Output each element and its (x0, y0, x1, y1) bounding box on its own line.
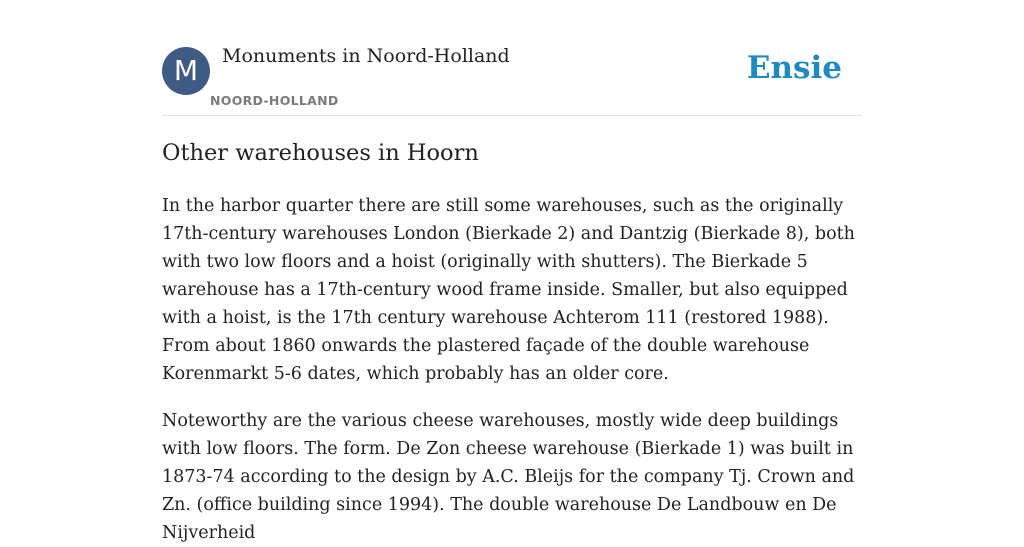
brand-logo[interactable]: Ensie (746, 50, 842, 86)
page-container (162, 0, 862, 543)
site-title[interactable]: Monuments in Noord-Holland (222, 45, 510, 67)
article-paragraph: In the harbor quarter there are still some warehouses, such as the originally 17th-century warehouses London (Bierkade 2) and Dantzig (Bierkade 8), both with two low floors and a hoist (originally with shutters). The Bierkade 5 warehouse has a 17th-century wood frame inside. Smaller, but also equipped with a hoist, is the 17th century warehouse Achterom 111 (restored 1988). From about 1860 onwards the plastered façade of the double warehouse Korenmarkt 5-6 dates, which probably has an older core. (162, 196, 855, 384)
header (162, 0, 862, 116)
avatar[interactable]: M (162, 47, 210, 95)
category-label[interactable]: NOORD-HOLLAND (210, 93, 339, 108)
article-paragraph: Noteworthy are the various cheese warehouses, mostly wide deep buildings with low floors. The form. De Zon cheese warehouse (Bierkade 1) was built in 1873-74 according to the design by A.C. Bleijs for the company Tj. Crown and Zn. (office building since 1994). The double warehouse De Landbouw en De Nijverheid (162, 411, 855, 543)
article-title: Other warehouses in Hoorn (162, 140, 479, 166)
